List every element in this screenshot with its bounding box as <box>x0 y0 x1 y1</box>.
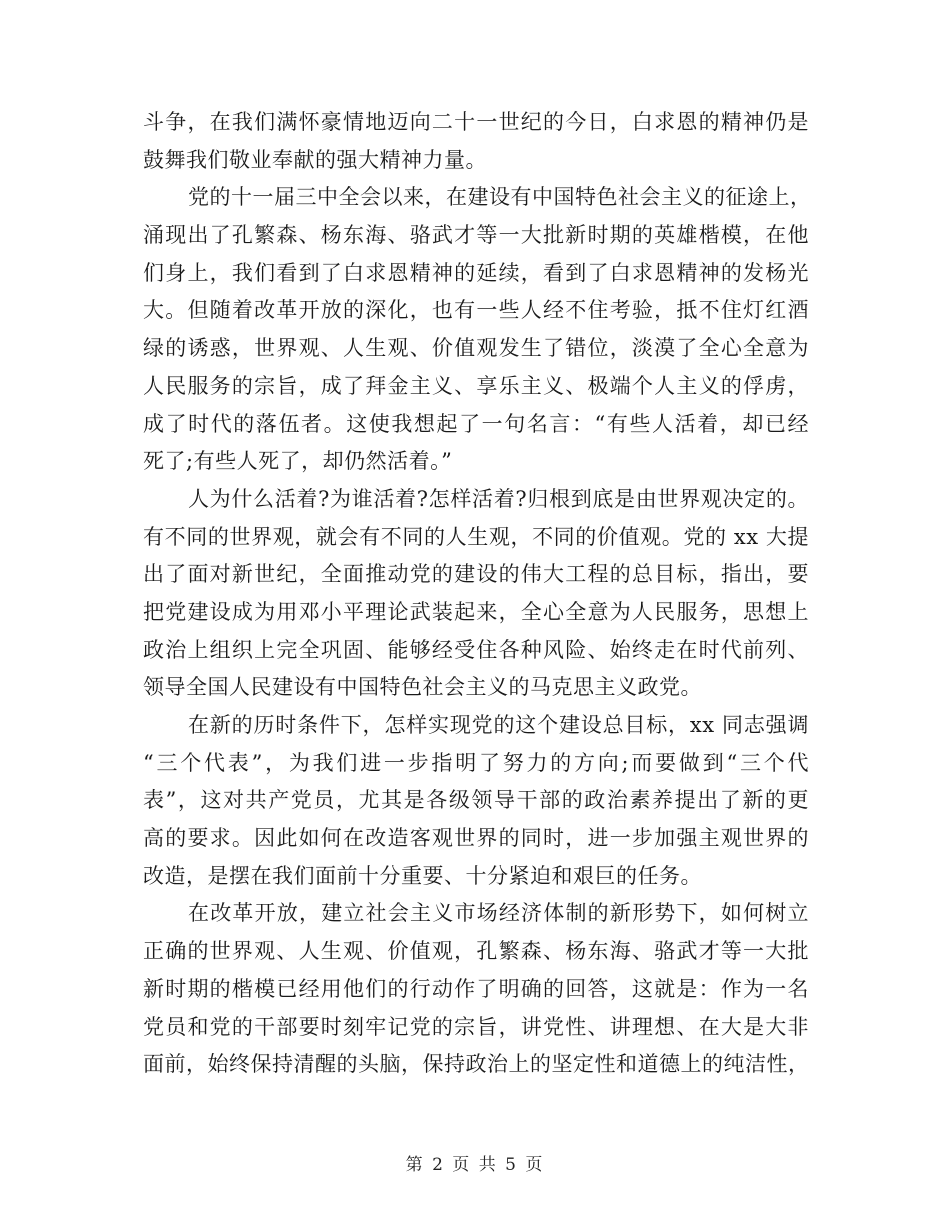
paragraph-first-line: 党的十一届三中全会以来，在建设有中国特色社会主义的征途上， <box>188 185 812 210</box>
paragraph-first-line: 在改革开放，建立社会主义市场经济体制的新形势下，如何树立 <box>188 901 809 926</box>
text-line: 党员和党的干部要时刻牢记党的宗旨，讲党性、讲理想、在大是大非 <box>143 1014 809 1039</box>
text-line: 人民服务的宗旨，成了拜金主义、享乐主义、极端个人主义的俘虏， <box>143 373 809 398</box>
text-line: 表”，这对共产党员，尤其是各级领导干部的政治素养提出了新的更 <box>143 788 809 813</box>
page-number-footer: 第 2 页 共 5 页 <box>405 1155 545 1175</box>
text-line: 新时期的楷模已经用他们的行动作了明确的回答，这就是：作为一名 <box>143 976 809 1001</box>
text-line: 大。但随着改革开放的深化，也有一些人经不住考验，抵不住灯红酒 <box>143 298 809 323</box>
text-line: 死了;有些人死了，却仍然活着。” <box>143 449 453 474</box>
text-line: 涌现出了孔繁森、杨东海、骆武才等一大批新时期的英雄楷模，在他 <box>143 223 809 248</box>
document-body <box>143 104 812 1084</box>
text-line: 有不同的世界观，就会有不同的人生观，不同的价值观。党的 xx 大提 <box>143 524 809 549</box>
text-line: 政治上组织上完全巩固、能够经受住各种风险、始终走在时代前列、 <box>143 637 809 662</box>
text-line: 绿的诱惑，世界观、人生观、价值观发生了错位，淡漠了全心全意为 <box>143 336 809 361</box>
text-line: 鼓舞我们敬业奉献的强大精神力量。 <box>143 147 487 172</box>
text-line: 成了时代的落伍者。这使我想起了一句名言：“有些人活着，却已经 <box>143 411 809 436</box>
paragraph-first-line: 在新的历时条件下，怎样实现党的这个建设总目标，xx 同志强调 <box>188 713 809 737</box>
text-line: 正确的世界观、人生观、价值观，孔繁森、杨东海、骆武才等一大批 <box>143 939 809 964</box>
text-line: 领导全国人民建设有中国特色社会主义的马克思主义政党。 <box>143 675 702 700</box>
text-line: 高的要求。因此如何在改造客观世界的同时，进一步加强主观世界的 <box>143 826 809 851</box>
text-line: 改造，是摆在我们面前十分重要、十分紧迫和艰巨的任务。 <box>143 863 702 888</box>
paragraph-first-line: 人为什么活着?为谁活着?怎样活着?归根到底是由世界观决定的。 <box>188 486 809 511</box>
text-line: 出了面对新世纪，全面推动党的建设的伟大工程的总目标，指出，要 <box>143 562 809 587</box>
text-line: “三个代表”，为我们进一步指明了努力的方向;而要做到“三个代 <box>143 750 809 775</box>
text-line: 们身上，我们看到了白求恩精神的延续，看到了白求恩精神的发杨光 <box>143 260 809 285</box>
text-line: 面前，始终保持清醒的头脑，保持政治上的坚定性和道德上的纯洁性， <box>143 1052 810 1077</box>
text-line: 斗争，在我们满怀豪情地迈向二十一世纪的今日，白求恩的精神仍是 <box>143 110 809 134</box>
text-line: 把党建设成为用邓小平理论武装起来，全心全意为人民服务，思想上 <box>143 599 809 624</box>
